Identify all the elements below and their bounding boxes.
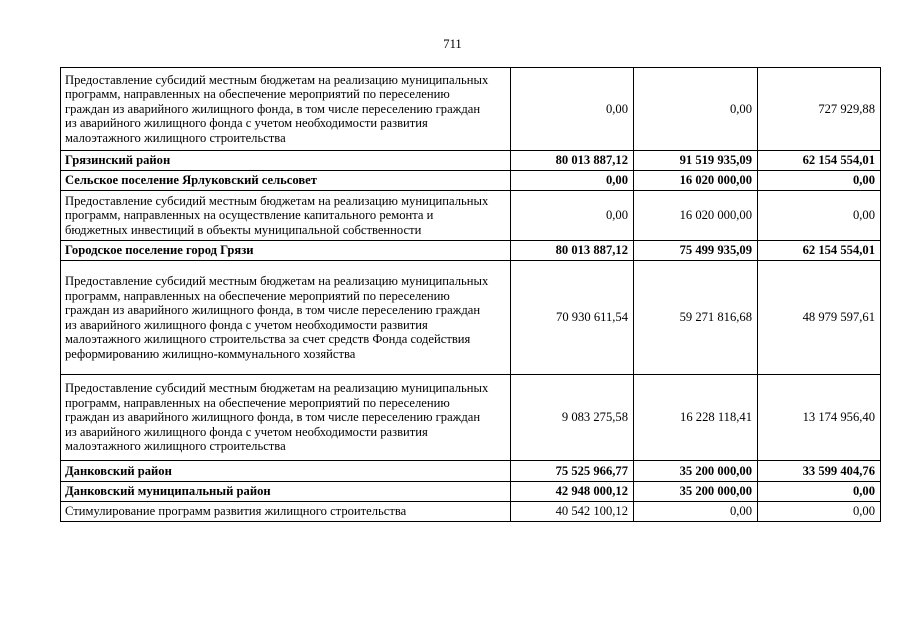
table-row	[61, 482, 881, 502]
value-col-1: 0,00	[511, 171, 634, 191]
value-col-2: 16 228 118,41	[634, 375, 758, 461]
value-col-1: 70 930 611,54	[511, 261, 634, 375]
table-row	[61, 68, 881, 151]
value-col-1: 75 525 966,77	[511, 461, 634, 482]
value-col-3: 62 154 554,01	[758, 241, 881, 261]
table-row	[61, 375, 881, 461]
value-col-3: 0,00	[758, 191, 881, 241]
row-description: Предоставление субсидий местным бюджетам на реализацию муниципальных программ, направленных на обеспечение мероприятий по переселению граждан из аварийного жилищного фонда, в том числе переселению граждан из аварийного жилищного фонда с учетом необходимости развития малоэтажного жилищного строительства	[61, 68, 511, 151]
value-col-1: 0,00	[511, 191, 634, 241]
value-col-1: 42 948 000,12	[511, 482, 634, 502]
row-description: Городское поселение город Грязи	[61, 241, 511, 261]
page-number: 711	[443, 37, 462, 51]
row-description: Предоставление субсидий местным бюджетам на реализацию муниципальных программ, направленных на осуществление капитального ремонта и бюджетных инвестиций в объекты муниципальной собственности	[61, 191, 511, 241]
table-row	[61, 502, 881, 522]
value-col-3: 0,00	[758, 502, 881, 522]
table-row	[61, 171, 881, 191]
table-row	[61, 261, 881, 375]
value-col-3: 62 154 554,01	[758, 151, 881, 171]
value-col-2: 59 271 816,68	[634, 261, 758, 375]
value-col-2: 35 200 000,00	[634, 461, 758, 482]
value-col-2: 75 499 935,09	[634, 241, 758, 261]
value-col-3: 0,00	[758, 482, 881, 502]
row-description: Предоставление субсидий местным бюджетам на реализацию муниципальных программ, направленных на обеспечение мероприятий по переселению граждан из аварийного жилищного фонда, в том числе переселению граждан из аварийного жилищного фонда с учетом необходимости развития малоэтажного жилищного строительства за счет средств Фонда содействия реформированию жилищно-коммунального хозяйства	[61, 261, 511, 375]
table-row	[61, 151, 881, 171]
value-col-2: 16 020 000,00	[634, 171, 758, 191]
value-col-3: 13 174 956,40	[758, 375, 881, 461]
value-col-2: 0,00	[634, 68, 758, 151]
value-col-1: 80 013 887,12	[511, 151, 634, 171]
table-row	[61, 461, 881, 482]
value-col-3: 0,00	[758, 171, 881, 191]
table-row	[61, 241, 881, 261]
row-description: Грязинский район	[61, 151, 511, 171]
row-description: Данковский район	[61, 461, 511, 482]
table-row	[61, 191, 881, 241]
value-col-1: 9 083 275,58	[511, 375, 634, 461]
value-col-2: 16 020 000,00	[634, 191, 758, 241]
row-description: Предоставление субсидий местным бюджетам на реализацию муниципальных программ, направленных на обеспечение мероприятий по переселению граждан из аварийного жилищного фонда, в том числе переселению граждан из аварийного жилищного фонда с учетом необходимости развития малоэтажного жилищного строительства	[61, 375, 511, 461]
value-col-3: 727 929,88	[758, 68, 881, 151]
row-description: Сельское поселение Ярлуковский сельсовет	[61, 171, 511, 191]
value-col-1: 0,00	[511, 68, 634, 151]
value-col-3: 33 599 404,76	[758, 461, 881, 482]
value-col-1: 40 542 100,12	[511, 502, 634, 522]
value-col-2: 35 200 000,00	[634, 482, 758, 502]
value-col-2: 91 519 935,09	[634, 151, 758, 171]
row-description: Стимулирование программ развития жилищного строительства	[61, 502, 511, 522]
row-description: Данковский муниципальный район	[61, 482, 511, 502]
value-col-3: 48 979 597,61	[758, 261, 881, 375]
budget-table	[60, 67, 881, 522]
value-col-2: 0,00	[634, 502, 758, 522]
value-col-1: 80 013 887,12	[511, 241, 634, 261]
